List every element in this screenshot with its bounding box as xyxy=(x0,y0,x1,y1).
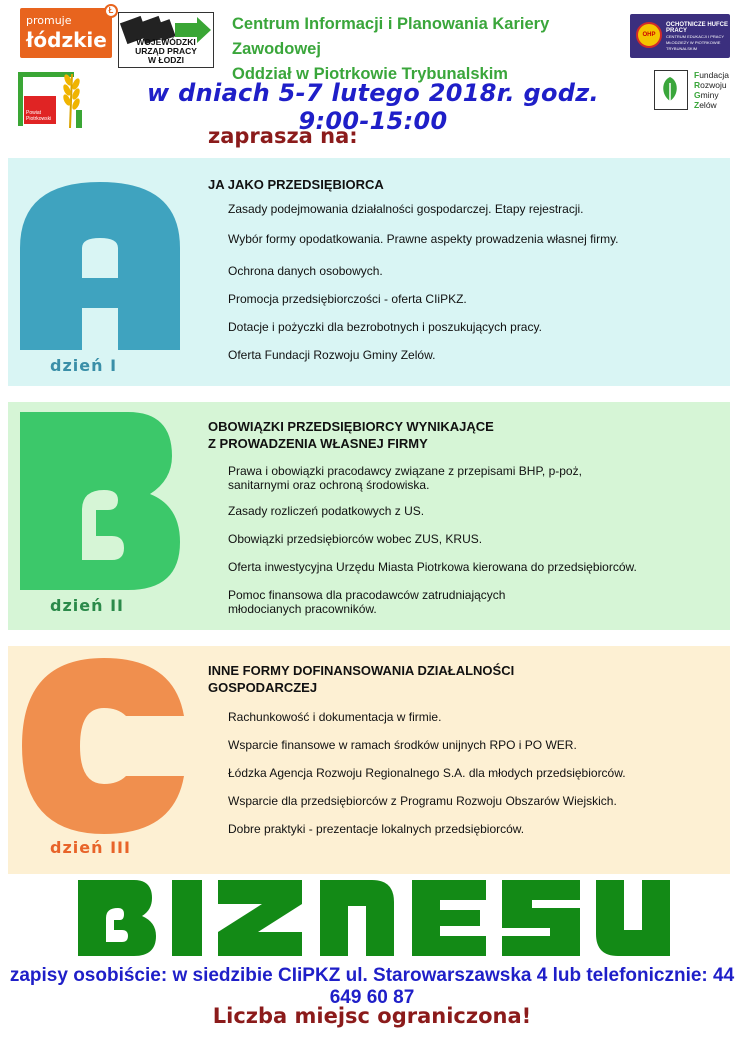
topic-item xyxy=(228,532,728,546)
day-c-title-line1: INNE FORMY DOFINANSOWANIA DZIAŁALNOŚCI xyxy=(208,663,515,678)
topic-item-line: Zasady rozliczeń podatkowych z US. xyxy=(228,504,425,518)
powiat-logo-red-block xyxy=(24,96,56,124)
day-a-label: dzień I xyxy=(50,356,118,375)
topic-item-line: Dotacje i pożyczki dla bezrobotnych i poszukujących pracy. xyxy=(228,320,542,334)
frgz-logo-mark xyxy=(654,70,688,110)
topic-item-line: młodocianych pracowników. xyxy=(228,602,377,616)
frgz-logo-line xyxy=(694,70,729,80)
day-c-title xyxy=(208,662,668,696)
day-b-title xyxy=(208,418,668,452)
biznesu-wordmark xyxy=(72,876,672,958)
ohp-logo xyxy=(630,14,730,58)
lodzkie-logo-line1: promuje xyxy=(26,14,72,27)
wup-text-line3: W ŁODZI xyxy=(148,55,184,65)
day-panel-b xyxy=(8,402,730,630)
wordmark-letter-z xyxy=(218,880,302,956)
day-panel-a xyxy=(8,158,730,386)
topic-item-line: Zasady podejmowania działalności gospodarczej. Etapy rejestracji. xyxy=(228,202,584,216)
topic-item-line: Łódzka Agencja Rozwoju Regionalnego S.A. dla młodych przedsiębiorców. xyxy=(228,766,626,780)
frgz-logo-word-rest: elów xyxy=(699,100,717,110)
frgz-logo-text xyxy=(694,70,729,110)
limited-seats-notice: Liczba miejsc ograniczona! xyxy=(212,1004,532,1028)
topic-item xyxy=(228,794,728,808)
day-panel-c xyxy=(8,646,730,874)
frgz-logo-line xyxy=(694,90,729,100)
wup-text-line2: URZĄD PRACY xyxy=(135,46,197,56)
lodzkie-logo-line2: łódzkie xyxy=(26,28,107,52)
topic-item-line: Wybór formy opodatkowania. Prawne aspekty prowadzenia własnej firmy. xyxy=(228,232,619,246)
topic-item xyxy=(228,348,728,362)
day-c-label: dzień III xyxy=(50,838,131,857)
ohp-logo-line1: OCHOTNICZE HUFCE PRACY xyxy=(666,22,728,34)
frgz-logo-word-rest: undacja xyxy=(699,70,729,80)
letter-a-graphic xyxy=(18,178,182,350)
topic-item-line: Prawa i obowiązki pracodawcy związane z przepisami BHP, p-poż, xyxy=(228,464,582,478)
topic-item xyxy=(228,232,728,246)
frgz-logo-initial: Z xyxy=(694,100,700,110)
frgz-logo-initial: G xyxy=(694,90,701,100)
topic-item xyxy=(228,320,728,334)
topic-item xyxy=(228,588,728,616)
frgz-logo-word-rest: ozwoju xyxy=(700,80,727,90)
day-a-title xyxy=(208,176,668,193)
topic-item-line: Wsparcie dla przedsiębiorców z Programu Rozwoju Obszarów Wiejskich. xyxy=(228,794,617,808)
topic-item-line: Oferta inwestycyjna Urzędu Miasta Piotrkowa kierowana do przedsiębiorców. xyxy=(228,560,637,574)
topic-item-line: Promocja przedsiębiorczości - oferta CIiPKZ. xyxy=(228,292,467,306)
frgz-logo-line xyxy=(694,80,729,90)
topic-item xyxy=(228,504,728,518)
topic-item-line: Rachunkowość i dokumentacja w firmie. xyxy=(228,710,442,724)
ohp-badge-icon: OHP xyxy=(636,22,662,48)
wordmark-letter-i xyxy=(172,880,202,956)
powiat-piotrkowski-logo xyxy=(18,72,74,126)
topic-item xyxy=(228,822,728,836)
topic-item-line: sanitarnymi oraz ochroną środowiska. xyxy=(228,478,430,492)
day-b-label: dzień II xyxy=(50,596,124,615)
topic-item xyxy=(228,202,728,216)
frgz-logo-initial: F xyxy=(694,70,700,80)
wordmark-letter-e xyxy=(412,880,486,956)
wordmark-letter-n xyxy=(320,880,394,956)
organizer-line2: Oddział w Piotrkowie Trybunalskim xyxy=(232,65,508,83)
frgz-logo-word-rest: miny xyxy=(700,90,719,100)
topic-item xyxy=(228,710,728,724)
powiat-logo-text: Powiat Piotrkowski xyxy=(26,110,52,122)
promuje-lodzkie-logo xyxy=(20,8,112,58)
ohp-logo-line2: CENTRUM EDUKACJI I PRACY MŁODZIEŻY W PIOTRKOWIE TRYBUNALSKIM xyxy=(666,34,724,51)
topic-item-line: Dobre praktyki - prezentacje lokalnych przedsiębiorców. xyxy=(228,822,525,836)
topic-item xyxy=(228,264,728,278)
organizer-title xyxy=(232,12,628,87)
frgz-logo-initial: R xyxy=(694,80,701,90)
topic-item xyxy=(228,766,728,780)
frgz-logo-line xyxy=(694,100,729,110)
lodzkie-registered-mark: Ł xyxy=(104,4,118,18)
wup-lodz-logo xyxy=(118,12,214,68)
day-b-title-line2: Z PROWADZENIA WŁASNEJ FIRMY xyxy=(208,436,428,451)
topic-item-line: Ochrona danych osobowych. xyxy=(228,264,383,278)
topic-item-line: Obowiązki przedsiębiorców wobec ZUS, KRUS. xyxy=(228,532,483,546)
event-dates: w dniach 5-7 lutego 2018r. godz. 9:00-15:00 xyxy=(147,79,599,135)
letter-c-graphic xyxy=(18,656,186,836)
letter-b-graphic xyxy=(18,410,182,590)
wup-logo-text xyxy=(121,38,211,65)
registration-info: zapisy osobiście: w siedzibie CIiPKZ ul. Starowarszawska 4 lub telefonicznie: 44 649 60 87 xyxy=(9,965,735,1008)
topic-item xyxy=(228,738,728,752)
topic-item xyxy=(228,560,728,574)
wheat-icon xyxy=(56,70,86,128)
tree-icon xyxy=(655,71,686,108)
topic-item xyxy=(228,292,728,306)
wordmark-letter-b xyxy=(78,880,156,956)
topic-item-line: Wsparcie finansowe w ramach środków unijnych RPO i PO WER. xyxy=(228,738,577,752)
topic-item xyxy=(228,464,728,492)
topic-item-line: Oferta Fundacji Rozwoju Gminy Zelów. xyxy=(228,348,436,362)
day-c-title-line2: GOSPODARCZEJ xyxy=(208,680,318,695)
day-a-title-line: JA JAKO PRZEDSIĘBIORCA xyxy=(208,177,384,192)
fundacja-rozwoju-gminy-zelow-logo xyxy=(652,70,736,110)
wordmark-letter-u xyxy=(596,880,670,956)
wup-text-line1: WOJEWÓDZKI xyxy=(136,37,196,47)
topic-item-line: Pomoc finansowa dla pracodawców zatrudniających xyxy=(228,588,506,602)
day-b-title-line1: OBOWIĄZKI PRZEDSIĘBIORCY WYNIKAJĄCE xyxy=(208,419,494,434)
organizer-line1: Centrum Informacji i Planowania Kariery Zawodowej xyxy=(232,15,550,58)
wordmark-letter-s xyxy=(502,880,580,956)
invite-heading: zaprasza na: xyxy=(208,124,358,148)
